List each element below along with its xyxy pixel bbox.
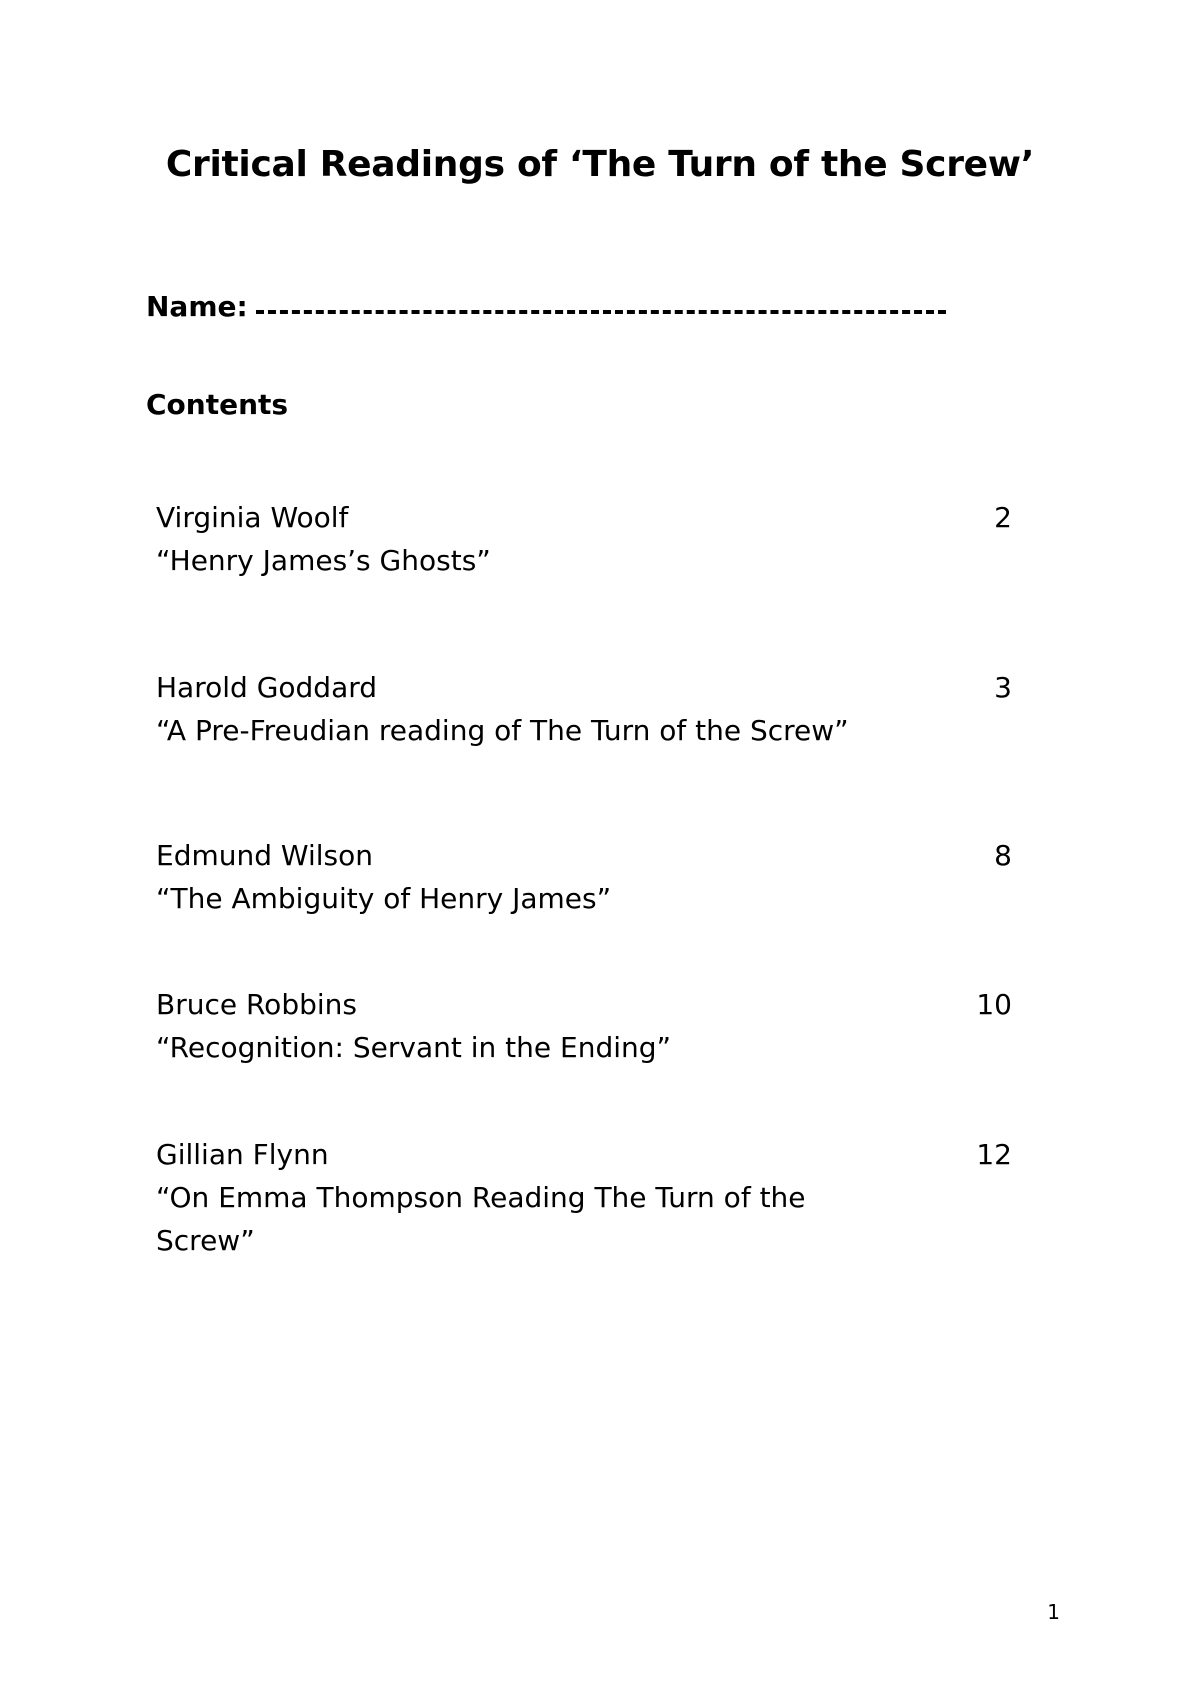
toc-work-title: “A Pre-Freudian reading of The Turn of the Screw” xyxy=(156,714,849,747)
toc-work-title: “On Emma Thompson Reading The Turn of the Screw” xyxy=(156,1181,806,1257)
toc-author: Edmund Wilson xyxy=(156,839,373,872)
page-number: 1 xyxy=(1047,1600,1060,1624)
page-title: Critical Readings of ‘The Turn of the Screw’ xyxy=(165,144,1035,185)
toc-page-number: 3 xyxy=(994,671,1012,704)
toc-author: Bruce Robbins xyxy=(156,988,357,1021)
toc-entry xyxy=(156,1133,1012,1262)
toc-page-number: 10 xyxy=(976,988,1012,1021)
name-blank-line xyxy=(256,310,946,314)
toc-author: Virginia Woolf xyxy=(156,501,349,534)
toc-author: Gillian Flynn xyxy=(156,1138,329,1171)
toc-page-number: 8 xyxy=(994,839,1012,872)
toc-author: Harold Goddard xyxy=(156,671,378,704)
contents-heading: Contents xyxy=(146,388,289,421)
toc-page-number: 2 xyxy=(994,501,1012,534)
name-label: Name: xyxy=(146,290,248,323)
toc-work-title: “Henry James’s Ghosts” xyxy=(156,544,491,577)
toc-entry xyxy=(156,834,1012,920)
name-field-row xyxy=(146,290,946,323)
toc-work-title: “The Ambiguity of Henry James” xyxy=(156,882,612,915)
toc-entry xyxy=(156,666,1012,752)
toc-entry xyxy=(156,983,1012,1069)
toc-entry xyxy=(156,496,1012,582)
toc-page-number: 12 xyxy=(976,1138,1012,1171)
toc-work-title: “Recognition: Servant in the Ending” xyxy=(156,1031,672,1064)
